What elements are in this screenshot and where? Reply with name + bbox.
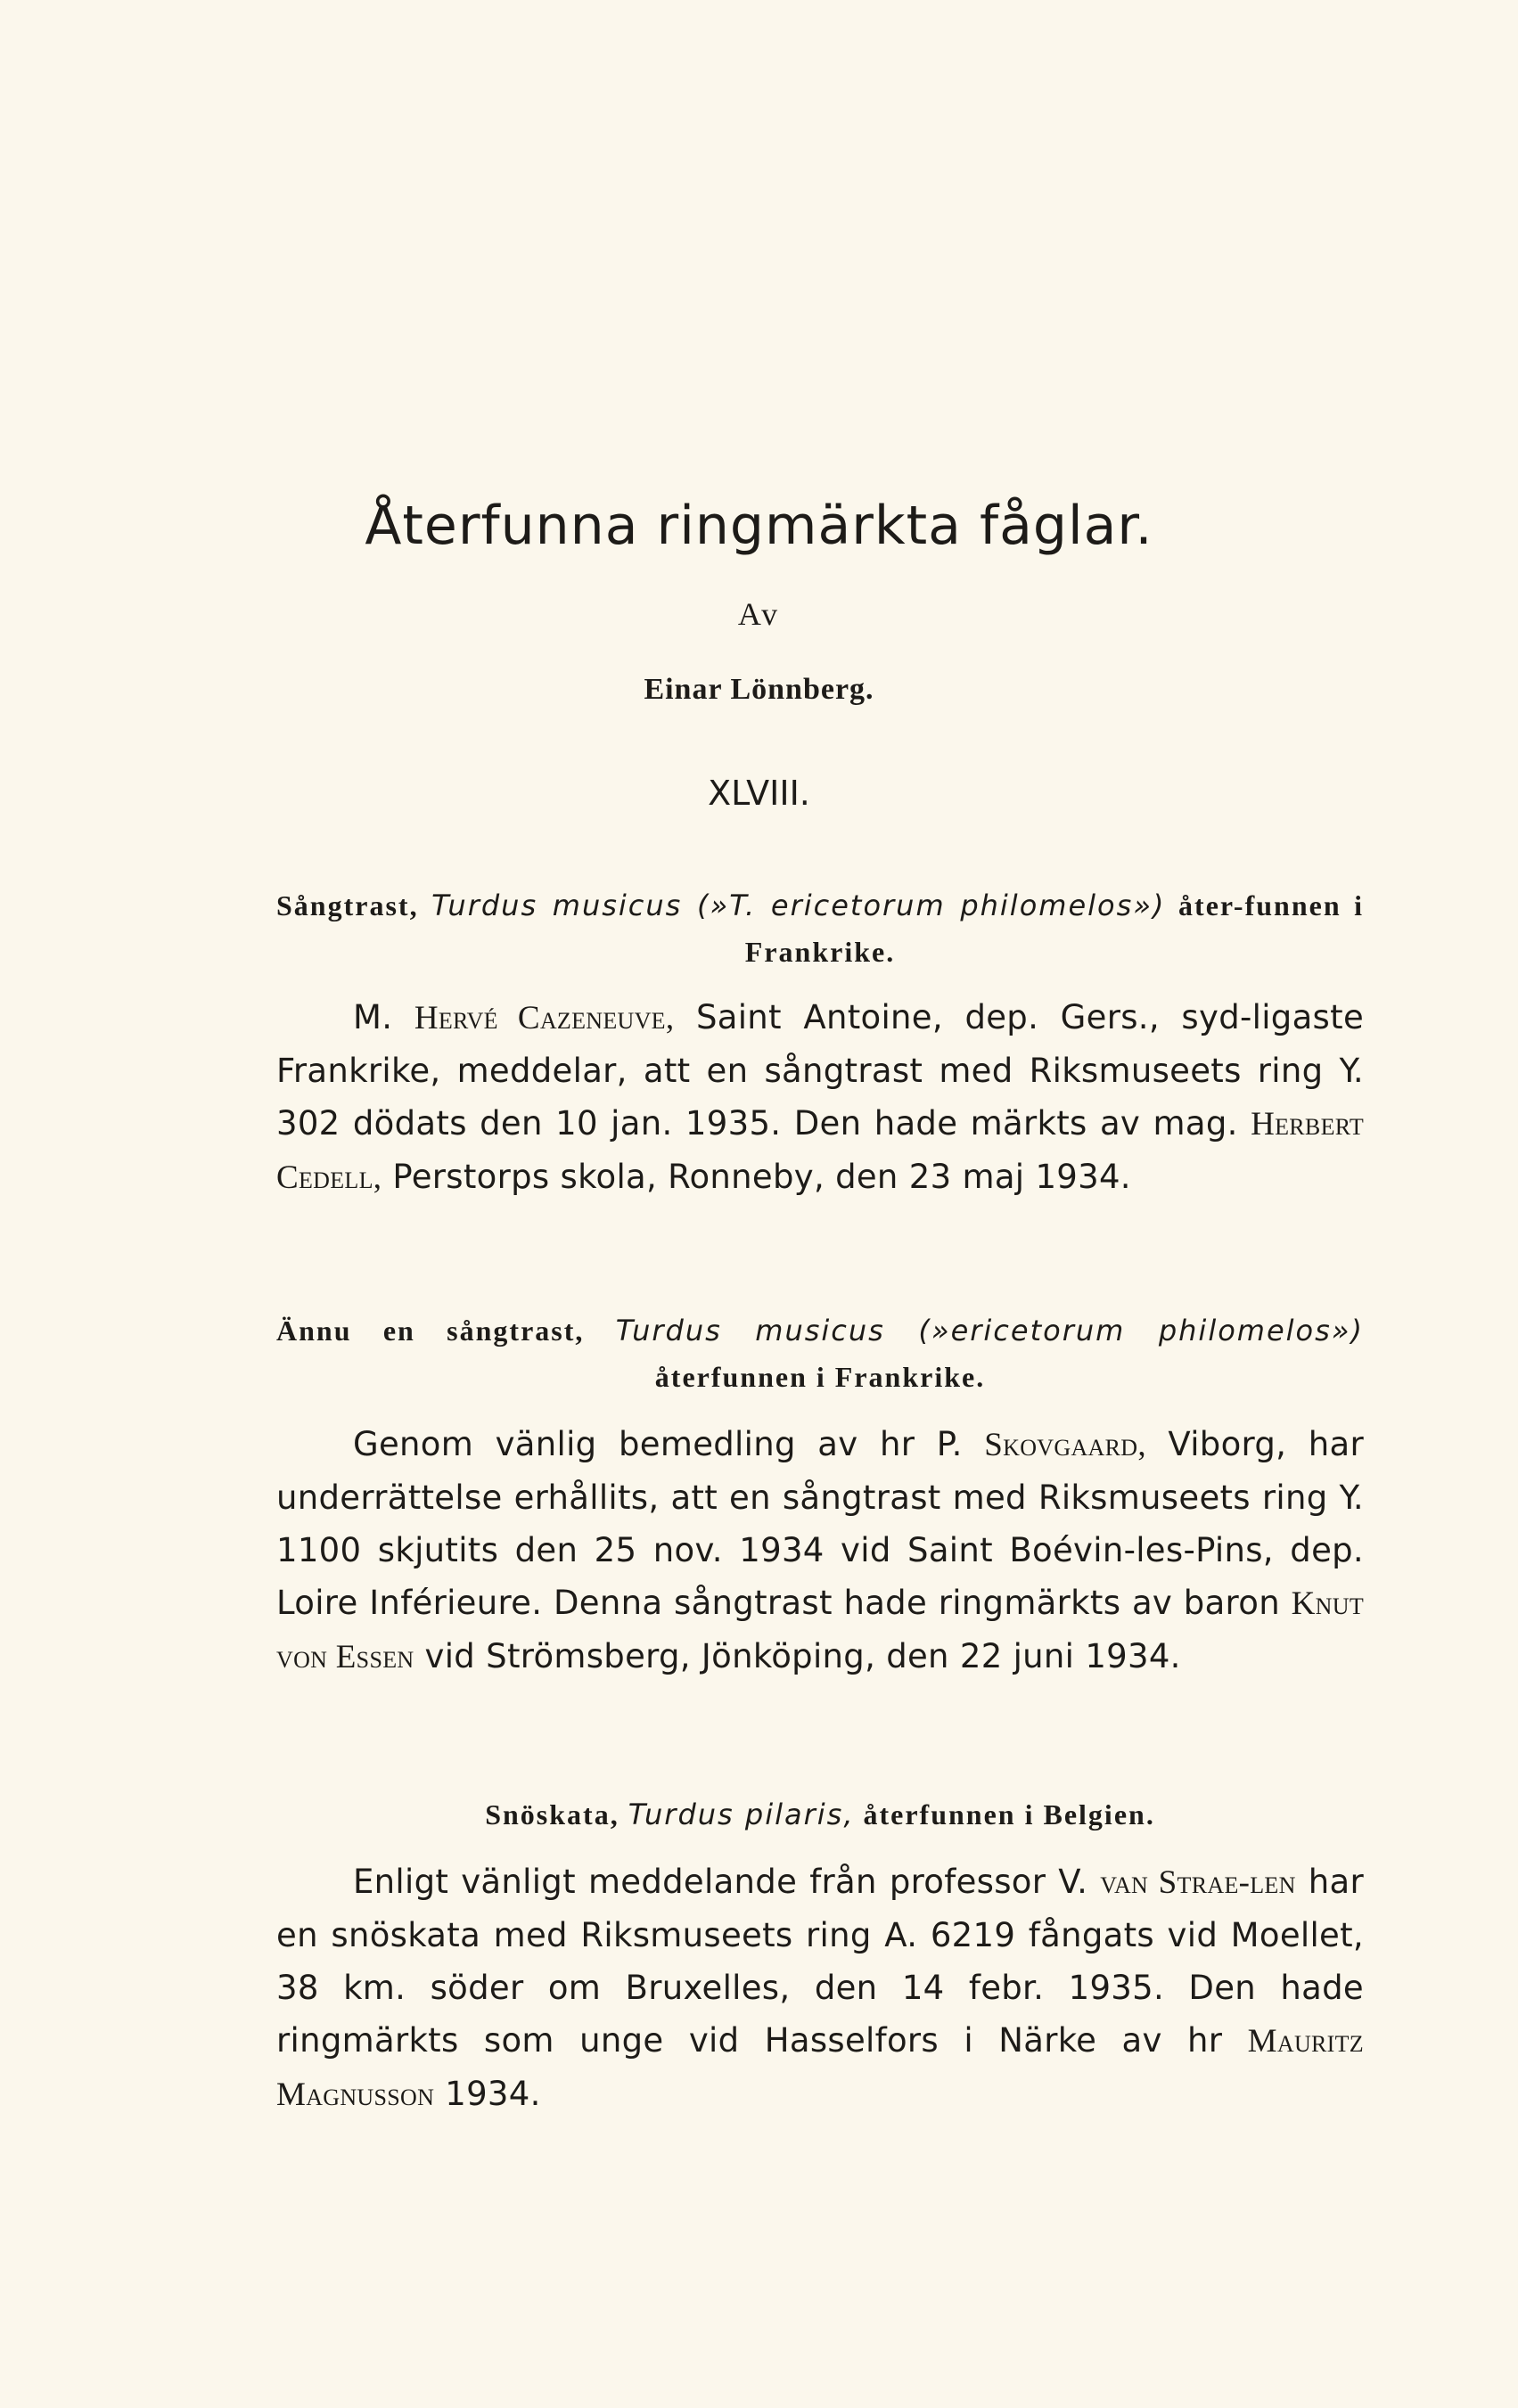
heading-latin-name: Turdus pilaris, [628,1798,855,1831]
section-paragraph-annu-en-sangtrast [276,1418,1364,1683]
paragraph-text: vid Strömsberg, Jönköping, den 22 juni 1934. [424,1637,1181,1675]
heading-bird-name: Snöskata, [485,1798,620,1831]
heading-bird-name: Ännu en sångtrast, [276,1315,585,1347]
paragraph-text: Viborg, har underrättelse erhållits, att en sångtrast med Riksmuseets ring Y. 1100 skjutits den 25 nov. 1934 vid Saint Boévin-les-Pins, dep. Loire Inférieure. Denna sångtrast hade ringmärkts av baron [276,1425,1365,1622]
paragraph-text: 1934. [445,2075,541,2113]
section-heading-annu-en-sangtrast [276,1307,1364,1400]
heading-location: återfunnen i Belgien. [863,1798,1155,1831]
author-name: Einar Lönnberg. [644,673,874,706]
byline-av: Av [737,596,781,632]
article-title: Återfunna ringmärkta fåglar. [365,495,1153,557]
heading-bird-name: Sångtrast, [276,889,419,921]
section-heading-sangtrast [276,882,1364,975]
section-heading-snoskata [276,1791,1364,1838]
heading-location: återfunnen i Frankrike. [654,1361,986,1393]
section-paragraph-snoskata [276,1855,1364,2121]
person-name: Skovgaard, [984,1427,1146,1463]
heading-latin-name: Turdus musicus (»ericetorum philomelos») [615,1314,1365,1347]
heading-location: åter-funnen i Frankrike. [744,889,1365,968]
paragraph-text: Perstorps skola, Ronneby, den 23 maj 1934. [392,1158,1131,1196]
person-name: Knut von Essen [276,1585,1364,1675]
heading-latin-name: Turdus musicus (»T. ericetorum philomelos») [431,889,1166,922]
paragraph-text: Saint Antoine, dep. Gers., syd-ligaste Frankrike, meddelar, att en sångtrast med Riksmuseets ring Y. 302 dödats den 10 jan. 1935. Den hade märkts av mag. [276,998,1365,1143]
paragraph-text: Genom vänlig bemedling av hr P. [353,1425,963,1463]
part-number: XLVIII. [708,774,810,813]
paragraph-text: M. [353,998,393,1036]
person-name: Herbert Cedell, [276,1106,1365,1196]
paragraph-text: har en snöskata med Riksmuseets ring A. 6219 fångats vid Moellet, 38 km. söder om Bruxelles, den 14 febr. 1935. Den hade ringmärkts som unge vid Hasselfors i Närke av hr [276,1863,1365,2060]
section-paragraph-sangtrast [276,991,1364,1204]
person-name: Hervé Cazeneuve, [414,1000,675,1036]
person-name: Mauritz Magnusson [276,2023,1364,2113]
person-name: van Strae-len [1100,1864,1296,1901]
paragraph-text: Enligt vänligt meddelande från professor V. [353,1863,1088,1901]
